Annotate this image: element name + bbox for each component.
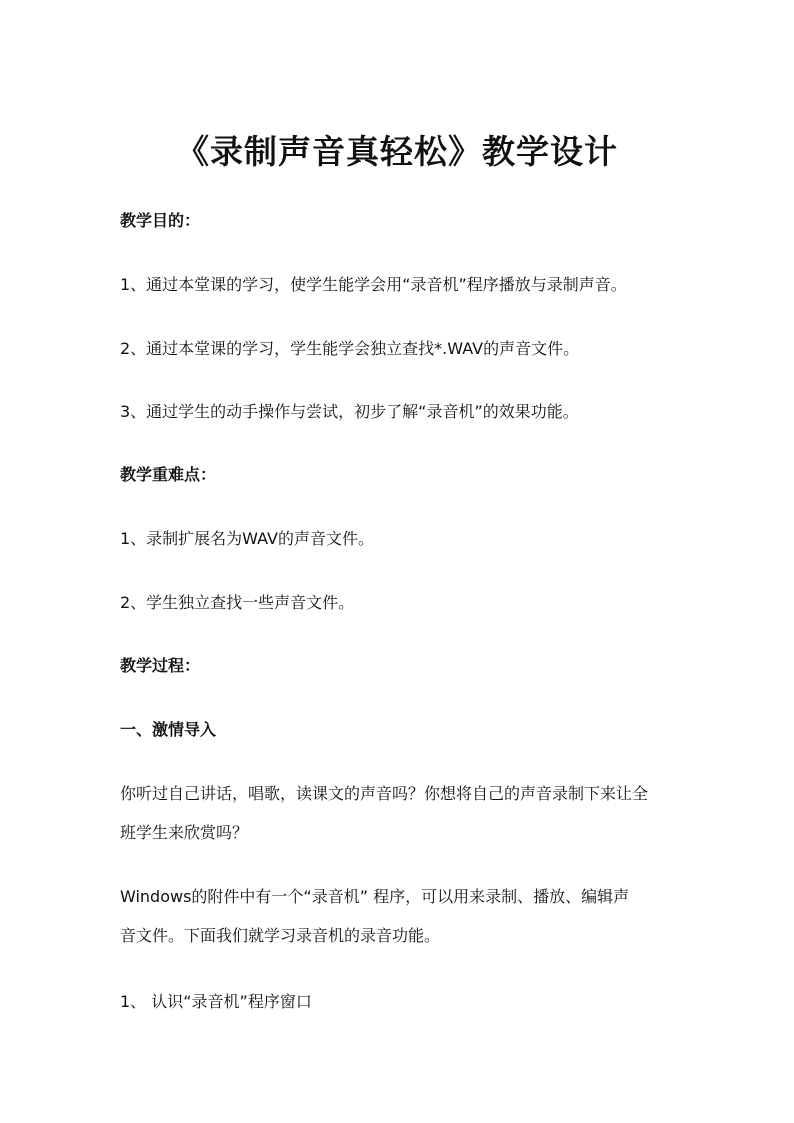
process-heading: 教学过程： [120,656,201,675]
objective-heading: 教学目的： [120,211,201,230]
intro-heading: 一、激情导入 [120,720,217,739]
objective-item-1: 1、通过本堂课的学习，使学生能学会用“录音机”程序播放与录制声音。 [120,275,627,294]
difficulty-item-2: 2、学生独立查找一些声音文件。 [120,593,355,612]
page-title: 《录制声音真轻松》教学设计 [176,132,618,172]
recorder-paragraph-line-2: 音文件。下面我们就学习录音机的录音功能。 [120,926,441,945]
difficulty-heading: 教学重难点： [120,465,217,484]
intro-paragraph-line-1: 你听过自己讲话，唱歌，读课文的声音吗？你想将自己的声音录制下来让全 [120,784,649,803]
difficulty-item-1: 1、录制扩展名为WAV的声音文件。 [120,529,374,548]
objective-item-2: 2、通过本堂课的学习，学生能学会独立查找*.WAV的声音文件。 [120,339,580,358]
step-1-heading: 1、 认识“录音机”程序窗口 [120,992,312,1011]
intro-paragraph-line-2: 班学生来欣赏吗？ [120,823,249,842]
recorder-paragraph-line-1: Windows的附件中有一个“录音机” 程序，可以用来录制、播放、编辑声 [120,887,630,906]
objective-item-3: 3、通过学生的动手操作与尝试，初步了解“录音机”的效果功能。 [120,402,579,421]
